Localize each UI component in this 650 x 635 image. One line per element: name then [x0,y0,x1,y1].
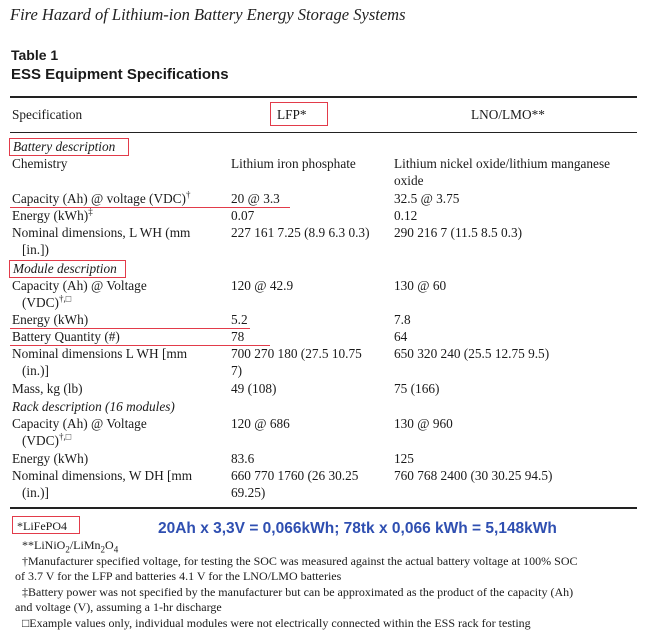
row-module-dims-label-line1: Nominal dimensions L WH [mm [12,346,188,361]
row-module-capacity-label-line1: Capacity (Ah) @ Voltage [12,278,147,293]
row-module-capacity-lno: 130 @ 60 [394,278,447,293]
footnote-power-line2: and voltage (V), assuming a 1-hr discharge [15,600,222,614]
dagger-box-mark: †,□ [58,293,72,304]
row-rack-energy-label: Energy (kWh) [12,451,89,466]
row-battery-energy-lfp: 0.07 [231,208,255,223]
row-module-mass-lno: 75 (166) [394,381,440,396]
underline-battery-capacity [10,207,290,208]
row-battery-capacity-lno: 32.5 @ 3.75 [394,191,460,206]
row-battery-energy-label [12,208,93,224]
footnote-power-line1: ‡Battery power was not specified by the manufacturer but can be approximated as the product of the capacity (Ah) [22,585,574,599]
row-battery-energy-lno: 0.12 [394,208,418,223]
dagger-mark: † [185,189,191,200]
row-rack-capacity-label-line2 [22,433,71,449]
footnote-example-values: □Example values only, individual modules were not electrically connected within the ESS rack for testing [22,616,531,630]
row-rack-dims-label-line2: (in.)] [22,485,49,500]
row-rack-dims-lfp-line1: 660 770 1760 (26 30.25 [231,468,359,483]
row-module-dims-lno: 650 320 240 (25.5 12.75 9.5) [394,346,550,361]
footnote-voltage-line2: of 3.7 V for the LFP and batteries 4.1 V for the LNO/LMO batteries [15,569,342,583]
footnote-lno-part2: /LiMn [69,538,101,552]
row-module-quantity-label: Battery Quantity (#) [12,329,120,344]
row-chemistry-lno-line1: Lithium nickel oxide/lithium manganese [394,156,611,171]
underline-module-energy [10,328,250,329]
row-rack-dims-lfp-line2: 69.25) [231,485,266,500]
footnote-voltage-line1: †Manufacturer specified voltage, for testing the SOC was measured against the actual battery voltage at 100% SOC [22,554,578,568]
row-battery-dims-label-line2: [in.]) [22,242,49,257]
table-bottom-rule [10,507,637,509]
row-battery-dims-lno: 290 216 7 (11.5 8.5 0.3) [394,225,523,240]
section-rack-description: Rack description (16 modules) [12,399,175,414]
footnote-lno-sub2: 2 [100,544,106,555]
table-label: Table 1 [11,47,59,63]
row-module-quantity-lno: 64 [394,329,408,344]
highlight-box-module-description [9,260,126,278]
column-header-specification: Specification [12,107,83,122]
row-rack-energy-lfp: 83.6 [231,451,255,466]
section-battery-description: Battery description [13,139,116,154]
row-battery-capacity-text: Capacity (Ah) @ voltage (VDC) [12,191,186,206]
row-module-dims-label-line2: (in.)] [22,363,49,378]
row-module-mass-label: Mass, kg (lb) [12,381,83,396]
footnote-lno-part3: O [105,538,114,552]
page-header: Fire Hazard of Lithium-ion Battery Energy Storage Systems [10,5,406,24]
row-chemistry-label: Chemistry [12,156,68,171]
footnote-lno-sub1: 2 [65,544,70,555]
row-battery-dims-lfp: 227 161 7.25 (8.9 6.3 0.3) [231,225,370,240]
dagger-box-mark-rack: †,□ [58,431,72,442]
column-header-lno-lmo: LNO/LMO** [471,107,545,122]
row-rack-capacity-lfp: 120 @ 686 [231,416,290,431]
row-module-capacity-lfp: 120 @ 42.9 [231,278,294,293]
row-chemistry-lno-line2: oxide [394,173,424,188]
table-title: ESS Equipment Specifications [11,66,229,83]
row-rack-dims-lno: 760 768 2400 (30 30.25 94.5) [394,468,553,483]
footnote-lno-sub3: 4 [113,544,119,555]
double-dagger-mark: ‡ [88,206,93,217]
row-battery-dims-label-line1: Nominal dimensions, L WH (mm [12,225,191,240]
row-module-dims-lfp-line2: 7) [231,363,243,378]
row-module-energy-lno: 7.8 [394,312,411,327]
footnote-lno-lmo [22,538,118,553]
energy-calculation-annotation: 20Ah x 3,3V = 0,066kWh; 78tk x 0,066 kWh = 5,148kWh [158,520,557,537]
row-rack-capacity-lno: 130 @ 960 [394,416,453,431]
row-rack-dims-label-line1: Nominal dimensions, W DH [mm [12,468,193,483]
table-header-rule [10,132,637,133]
underline-battery-quantity [10,345,270,346]
row-module-mass-lfp: 49 (108) [231,381,277,396]
column-header-lfp: LFP* [277,107,307,122]
row-battery-capacity-lfp: 20 @ 3.3 [231,191,280,206]
highlight-box-lfp-header [270,102,328,126]
row-module-energy-lfp: 5.2 [231,312,248,327]
row-module-quantity-lfp: 78 [231,329,245,344]
highlight-box-battery-description [9,138,129,156]
row-module-capacity-vdc: (VDC) [22,295,59,310]
row-module-capacity-label-line2 [22,295,71,311]
table-top-rule [10,96,637,98]
footnote-lno-part1: **LiNiO [22,538,66,552]
row-battery-capacity-label [12,191,190,207]
row-module-energy-label: Energy (kWh) [12,312,89,327]
row-rack-energy-lno: 125 [394,451,414,466]
row-battery-energy-text: Energy (kWh) [12,208,89,223]
section-module-description: Module description [13,261,117,276]
footnote-lfp: *LiFePO4 [17,519,68,533]
row-module-dims-lfp-line1: 700 270 180 (27.5 10.75 [231,346,362,361]
row-rack-capacity-label-line1: Capacity (Ah) @ Voltage [12,416,147,431]
row-chemistry-lfp: Lithium iron phosphate [231,156,356,171]
row-rack-capacity-vdc: (VDC) [22,433,59,448]
